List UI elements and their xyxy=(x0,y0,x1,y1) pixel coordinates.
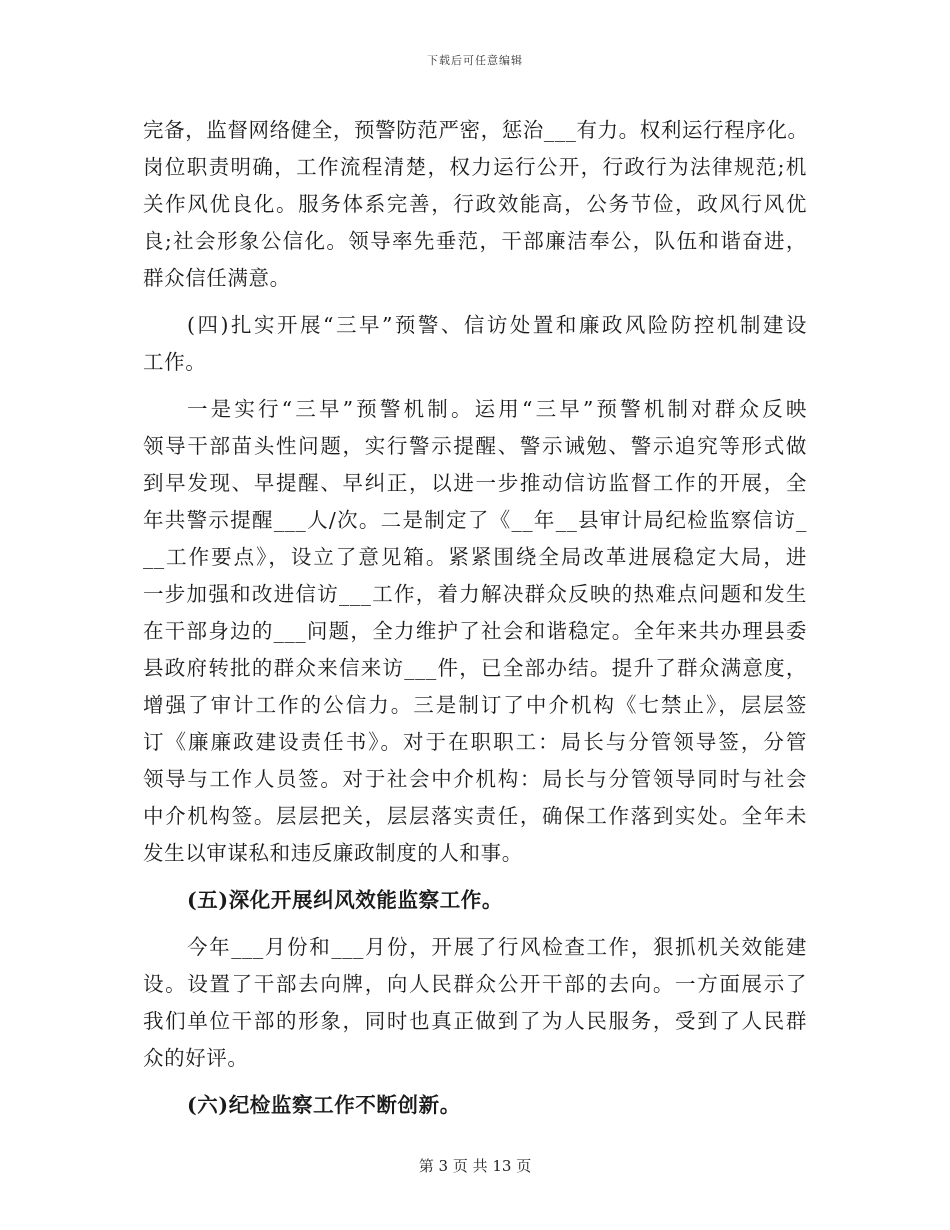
text-line: (四)扎实开展“三早”预警、信访处置和廉政风险防控机制建设 xyxy=(187,313,807,337)
page-header: 下载后可任意编辑 xyxy=(427,54,523,67)
paragraph xyxy=(143,112,807,297)
text-line: 县政府转批的群众来信来访___件，已全部办结。提升了群众满意度， xyxy=(143,656,807,680)
text-line: (六)纪检监察工作不断创新。 xyxy=(187,1093,461,1117)
section-heading xyxy=(143,882,807,919)
section-heading xyxy=(143,307,807,381)
text-line: 一步加强和改进信访___工作，着力解决群众反映的热难点问题和发生 xyxy=(143,582,807,606)
text-line: 众的好评。 xyxy=(143,1046,249,1070)
page-number: 第 3 页 共 13 页 xyxy=(418,1157,532,1175)
document-body xyxy=(143,112,807,1124)
text-line: 良;社会形象公信化。领导率先垂范，干部廉洁奉公，队伍和谐奋进， xyxy=(143,229,807,253)
text-line: (五)深化开展纠风效能监察工作。 xyxy=(187,888,503,912)
text-line: 订《廉廉政建设责任书》。对于在职职工：局长与分管领导签，分管 xyxy=(143,730,807,754)
text-line: 设。设置了干部去向牌，向人民群众公开干部的去向。一方面展示了 xyxy=(143,972,807,996)
text-line: 岗位职责明确，工作流程清楚，权力运行公开，行政行为法律规范;机 xyxy=(143,155,807,179)
text-line: 完备，监督网络健全，预警防范严密，惩治___有力。权利运行程序化。 xyxy=(143,118,809,142)
paragraph xyxy=(143,929,807,1077)
text-line: 今年___月份和___月份，开展了行风检查工作，狠抓机关效能建 xyxy=(187,935,807,959)
text-line: 发生以审谋私和违反廉政制度的人和事。 xyxy=(143,841,523,865)
paragraph xyxy=(143,391,807,872)
section-heading xyxy=(143,1087,807,1124)
text-line: 中介机构签。层层把关，层层落实责任，确保工作落到实处。全年未 xyxy=(143,804,807,828)
text-line: 关作风优良化。服务体系完善，行政效能高，公务节俭，政风行风优 xyxy=(143,192,807,216)
text-line: 领导干部苗头性问题，实行警示提醒、警示诫勉、警示追究等形式做 xyxy=(143,434,807,458)
text-line: 增强了审计工作的公信力。三是制订了中介机构《七禁止》，层层签 xyxy=(143,693,807,717)
text-line: 一是实行“三早”预警机制。运用“三早”预警机制对群众反映 xyxy=(187,397,807,421)
text-line: 领导与工作人员签。对于社会中介机构：局长与分管领导同时与社会 xyxy=(143,767,807,791)
text-line: 年共警示提醒___人/次。二是制定了《__年__县审计局纪检监察信访_ xyxy=(143,508,807,532)
text-line: __工作要点》，设立了意见箱。紧紧围绕全局改革进展稳定大局，进 xyxy=(143,545,807,569)
text-line: 我们单位干部的形象，同时也真正做到了为人民服务，受到了人民群 xyxy=(143,1009,807,1033)
text-line: 到早发现、早提醒、早纠正，以进一步推动信访监督工作的开展，全 xyxy=(143,471,807,495)
text-line: 在干部身边的___问题，全力维护了社会和谐稳定。全年来共办理县委 xyxy=(143,619,807,643)
text-line: 群众信任满意。 xyxy=(143,266,291,290)
text-line: 工作。 xyxy=(143,350,207,374)
